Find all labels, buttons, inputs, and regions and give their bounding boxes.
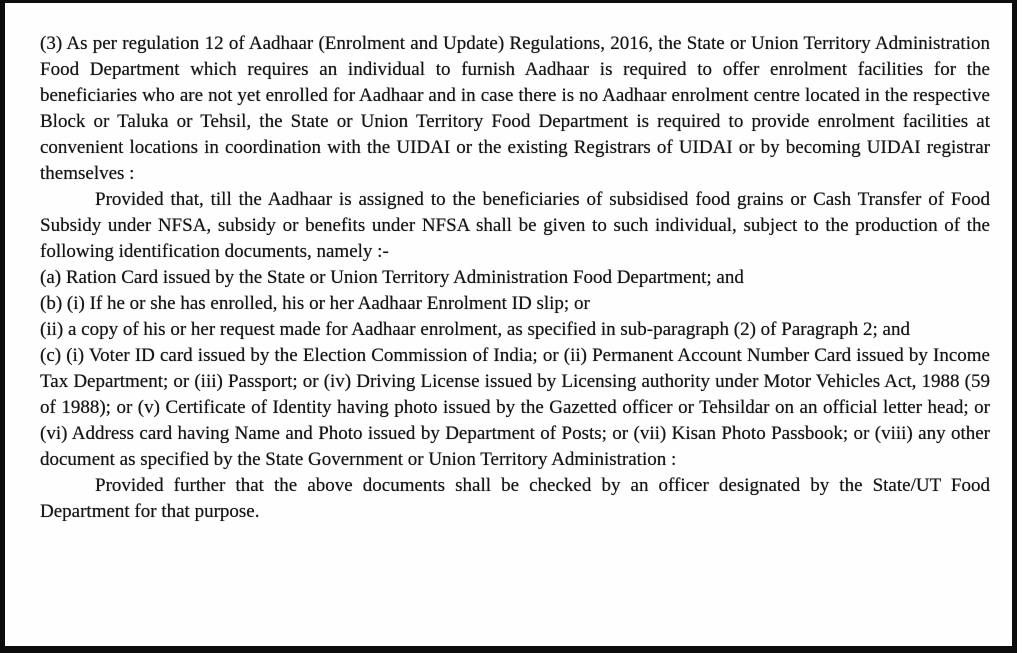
list-item-c: (c) (i) Voter ID card issued by the Election Commission of India; or (ii) Permanent Account Number Card issued by Income Tax Department; or (iii) Passport; or (iv) Driving License issued by Licensing authority under Motor Vehicles Act, 1988 (59 of 1988); or (v) Certificate of Identity having photo issued by the Gazetted officer or Tehsildar on an official letter head; or (vi) Address card having Name and Photo issued by Department of Posts; or (vii) Kisan Photo Passbook; or (viii) any other document as specified by the State Government or Union Territory Administration : <box>40 345 990 470</box>
clause-3-paragraph: (3) As per regulation 12 of Aadhaar (Enrolment and Update) Regulations, 2016, the State or Union Territory Administration Food Department which requires an individual to furnish Aadhaar is required to offer enrolment facilities for the beneficiaries who are not yet enrolled for Aadhaar and in case there is no Aadhaar enrolment centre located in the respective Block or Taluka or Tehsil, the State or Union Territory Food Department is required to provide enrolment facilities at convenient locations in coordination with the UIDAI or the existing Registrars of UIDAI or by becoming UIDAI registrar themselves : <box>40 33 990 184</box>
further-proviso-paragraph: Provided further that the above documents shall be checked by an officer designated by the State/UT Food Department for that purpose. <box>40 475 990 522</box>
list-item-a: (a) Ration Card issued by the State or Union Territory Administration Food Department; and <box>40 267 744 288</box>
proviso-paragraph: Provided that, till the Aadhaar is assigned to the beneficiaries of subsidised food grains or Cash Transfer of Food Subsidy under NFSA, subsidy or benefits under NFSA shall be given to such individual, subject to the production of the following identification documents, namely :- <box>40 189 990 262</box>
list-item-b-i: (b) (i) If he or she has enrolled, his or her Aadhaar Enrolment ID slip; or <box>40 293 590 314</box>
list-item-b-ii: (ii) a copy of his or her request made for Aadhaar enrolment, as specified in sub-paragraph (2) of Paragraph 2; and <box>40 319 910 340</box>
document-page <box>5 3 1012 646</box>
